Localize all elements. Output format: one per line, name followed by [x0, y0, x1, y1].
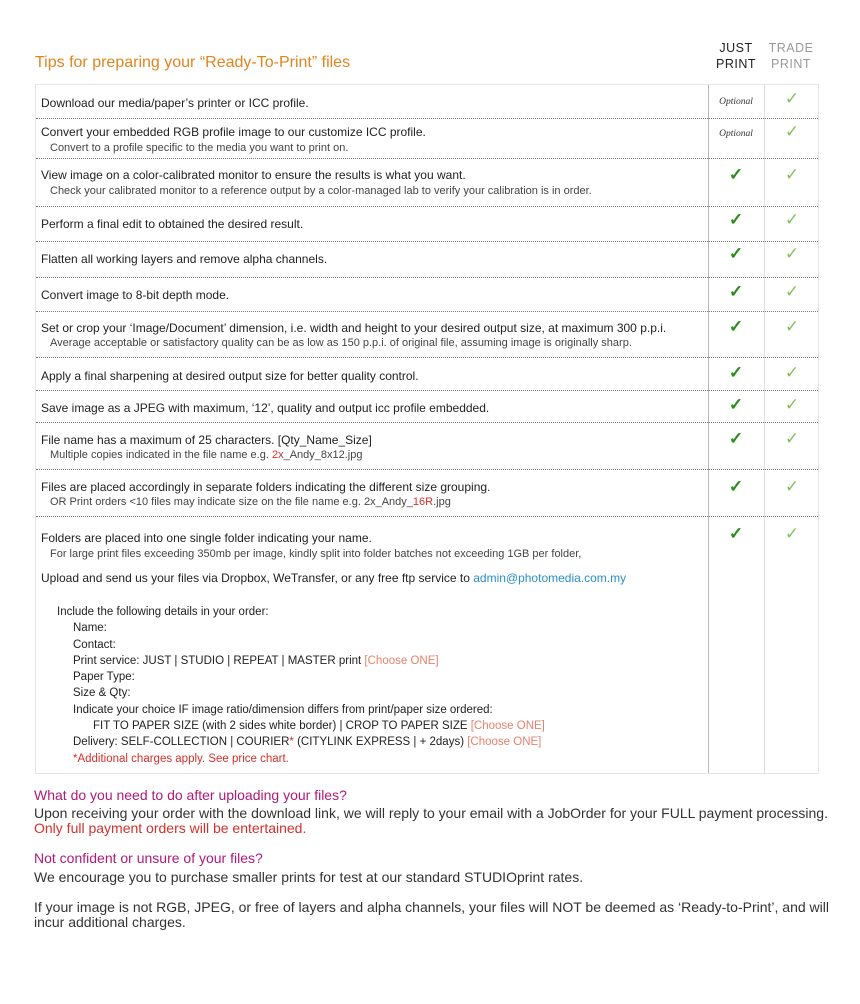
checkmark-icon: ✓: [728, 429, 744, 448]
row-text: Download our media/paper’s printer or ICC profile.: [41, 96, 309, 110]
column-header-just-print: JUST PRINT: [716, 41, 756, 71]
checkmark-icon: ✓: [784, 282, 800, 301]
row-text: Flatten all working layers and remove alpha channels.: [41, 252, 328, 266]
table-row: [36, 516, 818, 566]
row-text: File name has a maximum of 25 characters. [Qty_Name_Size]: [41, 433, 372, 447]
checkmark-icon: ✓: [728, 165, 744, 184]
unsure-text: We encourage you to purchase smaller prints for test at our standard STUDIOprint rates.: [34, 869, 584, 885]
row-text: Files are placed accordingly in separate folders indicating the different size grouping.: [41, 480, 491, 494]
table-row: [36, 241, 818, 278]
details-intro: Include the following details in your order:: [57, 606, 269, 618]
row-text: Convert image to 8-bit depth mode.: [41, 288, 230, 302]
table-row: [36, 158, 818, 207]
checkmark-icon: ✓: [728, 477, 744, 496]
row-text: Folders are placed into one single folder indicating your name.: [41, 531, 372, 545]
table-row: [36, 118, 818, 159]
order-details: Include the following details in your order: Name: Contact: Print service: JUST | STUDIO | REPEAT | MASTER print [Choose ONE] Paper Type: Size & Qty: Indicate your choice IF image ratio/dimension differs from print/paper size ordered: FIT TO PAPER SIZE (with 2 sides white border) | CROP TO PAPER SIZE [Choose ONE] Delivery: SELF-COLLECTION | COURIER* (CITYLINK EXPRESS | + 2days) [Choose ONE] *Additional charges apply. See price chart.: [57, 604, 545, 767]
row-text: Perform a final edit to obtained the desired result.: [41, 217, 304, 231]
charges-note: *Additional charges apply. See price chart.: [73, 752, 289, 765]
row-text: Convert your embedded RGB profile image to our customize ICC profile.: [41, 125, 426, 139]
email-link[interactable]: admin@photomedia.com.my: [473, 571, 627, 585]
checkmark-icon: ✓: [728, 244, 744, 263]
checkmark-icon: ✓: [784, 524, 800, 543]
table-row: [36, 469, 818, 517]
row-subtext: Average acceptable or satisfactory quality can be as low as 150 p.p.i. of original file, assuming image is originally sharp.: [50, 337, 632, 349]
table-row: [36, 357, 818, 391]
unsure-heading: Not confident or unsure of your files?: [34, 850, 263, 866]
just-print-optional: Optional: [719, 129, 753, 139]
table-row: [36, 422, 818, 470]
table-row: [36, 85, 818, 119]
row-text: Set or crop your ‘Image/Document’ dimension, i.e. width and height to your desired output size, at maximum 300 p.p.i.: [41, 321, 667, 335]
checkmark-icon: ✓: [784, 244, 800, 263]
checkmark-icon: ✓: [784, 165, 800, 184]
after-upload-heading: What do you need to do after uploading your files?: [34, 787, 347, 803]
unsure-note: If your image is not RGB, JPEG, or free of layers and alpha channels, your files will NOT be deemed as ‘Ready-to-Print’, and will incur additional charges.: [34, 899, 829, 930]
checkmark-icon: ✓: [728, 524, 744, 543]
row-text: Apply a final sharpening at desired output size for better quality control.: [41, 369, 419, 383]
row-subtext: OR Print orders <10 files may indicate size on the file name e.g. 2x_Andy_16R.jpg: [50, 496, 451, 508]
page-title: Tips for preparing your “Ready-To-Print” files: [35, 54, 351, 71]
row-text: Save image as a JPEG with maximum, ‘12’, quality and output icc profile embedded.: [41, 401, 490, 415]
checkmark-icon: ✓: [784, 363, 800, 382]
table-row: [36, 206, 818, 242]
checkmark-icon: ✓: [784, 210, 800, 229]
row-subtext: Multiple copies indicated in the file name e.g. 2x_Andy_8x12.jpg: [50, 449, 363, 461]
checkmark-icon: ✓: [728, 317, 744, 336]
row-subtext: For large print files exceeding 350mb per image, kindly split into folder batches not exceeding 1GB per folder,: [50, 548, 582, 560]
after-upload-text: Upon receiving your order with the download link, we will reply to your email with a JobOrder for your FULL payment processing. Only full payment orders will be entertained.: [34, 805, 828, 836]
row-text: View image on a color-calibrated monitor to ensure the results is what you want.: [41, 168, 466, 182]
column-header-trade-print: TRADE PRINT: [768, 41, 814, 71]
checkmark-icon: ✓: [784, 395, 800, 414]
checkmark-icon: ✓: [784, 89, 800, 108]
checkmark-icon: ✓: [784, 429, 800, 448]
table-row: [36, 277, 818, 312]
just-print-optional: Optional: [719, 97, 753, 107]
table-row: [36, 390, 818, 423]
table-row: [36, 311, 818, 358]
checkmark-icon: ✓: [728, 282, 744, 301]
row-subtext: Check your calibrated monitor to a reference output by a color-managed lab to verify your calibration is in order.: [50, 185, 592, 197]
checkmark-icon: ✓: [728, 363, 744, 382]
checkmark-icon: ✓: [728, 210, 744, 229]
checkmark-icon: ✓: [784, 122, 800, 141]
checkmark-icon: ✓: [784, 317, 800, 336]
tips-table: [35, 84, 819, 774]
row-subtext: Convert to a profile specific to the media you want to print on.: [50, 142, 349, 154]
checkmark-icon: ✓: [784, 477, 800, 496]
upload-instructions: Upload and send us your files via Dropbox, WeTransfer, or any free ftp service to admin@photomedia.com.my: [41, 571, 627, 585]
checkmark-icon: ✓: [728, 395, 744, 414]
